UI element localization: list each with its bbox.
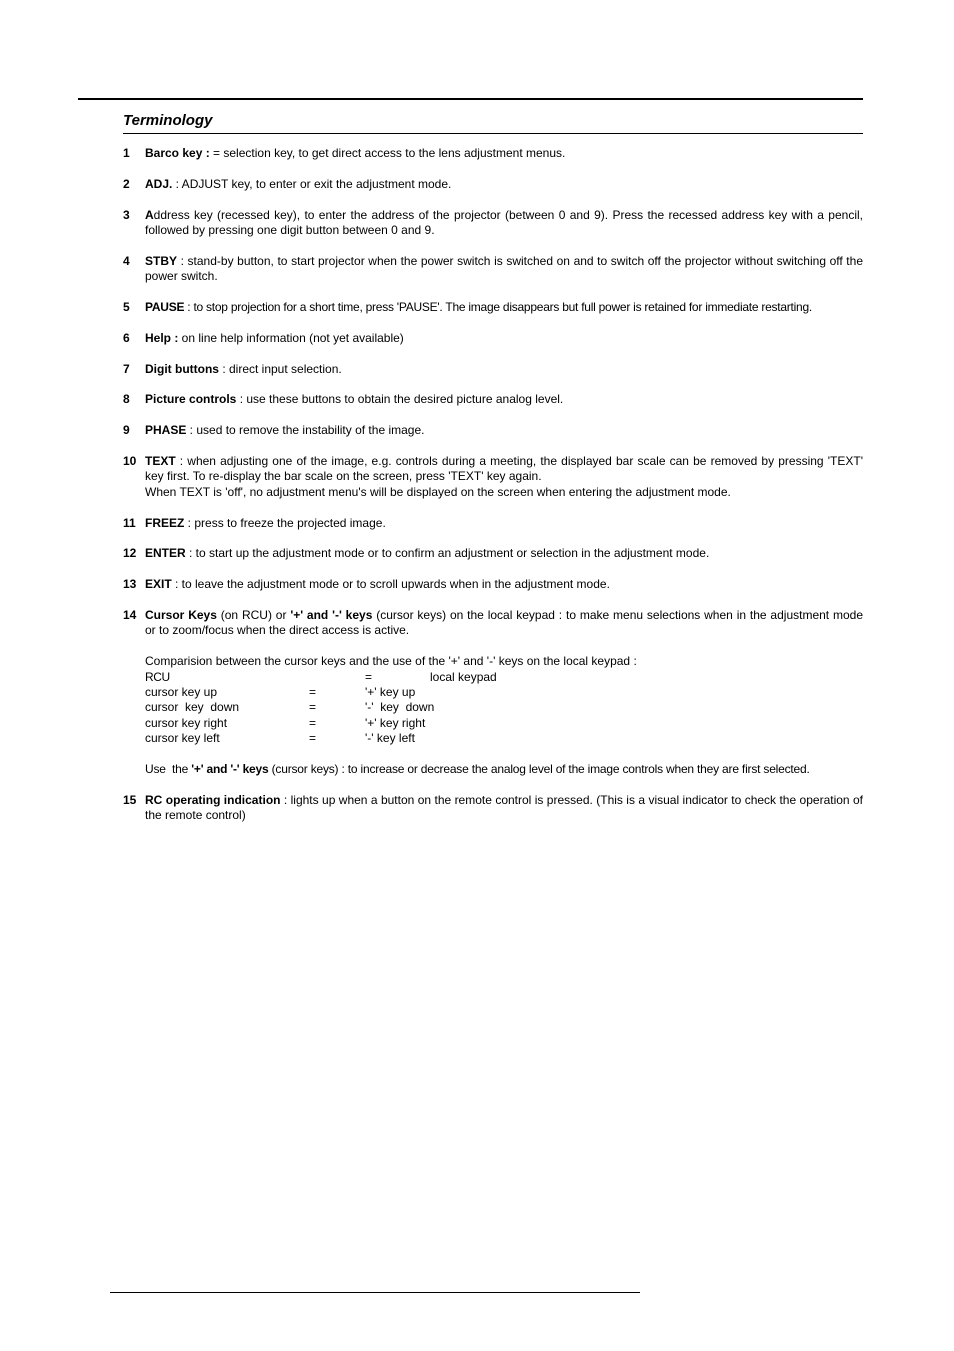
item-term: Help : bbox=[145, 330, 179, 345]
list-item bbox=[123, 793, 863, 824]
table-cell-local: '-' key left bbox=[365, 731, 415, 746]
item-number: 9 bbox=[123, 423, 130, 438]
item-number: 12 bbox=[123, 546, 137, 561]
list-item bbox=[123, 362, 863, 377]
item-text-continued: When TEXT is 'off', no adjustment menu's will be displayed on the screen when entering the adjustment mode. bbox=[145, 484, 731, 499]
footer-rule bbox=[110, 1292, 640, 1293]
item-text: : press to freeze the projected image. bbox=[184, 515, 386, 530]
item-text: : to leave the adjustment mode or to scroll upwards when in the adjustment mode. bbox=[171, 577, 610, 592]
table-header-local: local keypad bbox=[430, 669, 497, 684]
table-cell-eq: = bbox=[309, 715, 317, 730]
table-cell-local: '-' key down bbox=[365, 700, 435, 715]
list-item bbox=[123, 177, 863, 192]
table-cell-rcu: cursor key right bbox=[145, 715, 228, 730]
item-term: ADJ. bbox=[145, 176, 173, 191]
item-text: on line help information (not yet available) bbox=[178, 330, 404, 345]
item-term: EXIT bbox=[145, 577, 172, 592]
item-term-secondary: '+' and '-' keys bbox=[191, 762, 269, 777]
list-item bbox=[123, 577, 863, 592]
item-number: 6 bbox=[123, 330, 130, 345]
item-text: : use these buttons to obtain the desired picture analog level. bbox=[236, 392, 564, 407]
table-header-eq: = bbox=[365, 669, 373, 684]
item-text: : to stop projection for a short time, press 'PAUSE'. The image disappears but full power is retained for immediate restarting. bbox=[184, 300, 812, 314]
list-item bbox=[123, 516, 863, 531]
item-term: RC operating indication bbox=[145, 792, 281, 807]
table-cell-rcu: cursor key left bbox=[145, 731, 220, 746]
table-header-rcu: RCU bbox=[145, 669, 170, 684]
item-text: : direct input selection. bbox=[218, 361, 342, 376]
item-number: 1 bbox=[123, 146, 130, 160]
item-term: Picture controls bbox=[145, 392, 237, 407]
item-term-secondary: '+' and '-' keys bbox=[290, 607, 373, 622]
item-number: 4 bbox=[123, 253, 130, 268]
item-number: 10 bbox=[123, 453, 137, 468]
item-number: 7 bbox=[123, 361, 130, 376]
item-number: 2 bbox=[123, 176, 130, 191]
list-item bbox=[123, 208, 863, 239]
comparison-intro: Comparision between the cursor keys and the use of the '+' and '-' keys on the local keypad : bbox=[145, 654, 637, 669]
item-number: 3 bbox=[123, 207, 130, 222]
item-text: ddress key (recessed key), to enter the address of the projector (between 0 and 9). Press the recessed address key with a pencil, followed by pressing one digit button between 0 and 9. bbox=[145, 207, 863, 237]
table-cell-eq: = bbox=[309, 685, 317, 699]
use-plus-minus-note: Use the '+' and '-' keys (cursor keys) : to increase or decrease the analog level of the image controls when they are first selected. bbox=[145, 762, 810, 777]
list-item bbox=[123, 331, 863, 346]
table-cell-local: '+' key right bbox=[365, 715, 426, 730]
table-cell-rcu: cursor key down bbox=[145, 700, 240, 715]
list-item bbox=[123, 254, 863, 285]
comparison-table bbox=[145, 670, 497, 747]
section-heading: Terminology bbox=[123, 112, 213, 129]
list-item bbox=[123, 423, 863, 438]
item-text: : when adjusting one of the image, e.g. controls during a meeting, the displayed bar scale can be removed by pressing 'TEXT' key first. To re-display the bar scale on the screen, press 'TEXT' key again. bbox=[145, 453, 863, 484]
item-term: A bbox=[145, 207, 154, 222]
item-number: 15 bbox=[123, 792, 137, 807]
item-text: (on RCU) or bbox=[216, 607, 291, 622]
table-cell-rcu: cursor key up bbox=[145, 685, 218, 699]
item-text: = selection key, to get direct access to the lens adjustment menus. bbox=[209, 146, 566, 160]
table-row bbox=[145, 700, 497, 715]
item-term: FREEZ bbox=[145, 515, 185, 530]
item-number: 8 bbox=[123, 392, 130, 407]
table-cell-local: '+' key up bbox=[365, 685, 416, 699]
top-rule bbox=[78, 98, 863, 100]
table-row bbox=[145, 685, 497, 700]
item-term: PAUSE bbox=[145, 300, 185, 314]
item-text: (cursor keys) on the local keypad : to make menu selections when in the adjustment mode or to zoom/focus when the direct access is active. bbox=[145, 607, 864, 638]
list-item bbox=[123, 546, 863, 561]
item-term: Cursor Keys bbox=[145, 607, 217, 622]
item-number: 14 bbox=[123, 607, 137, 622]
item-number: 13 bbox=[123, 577, 137, 592]
item-text: : ADJUST key, to enter or exit the adjustment mode. bbox=[172, 176, 452, 191]
item-term: PHASE bbox=[145, 423, 187, 438]
item-term: ENTER bbox=[145, 546, 186, 561]
list-item bbox=[123, 454, 863, 500]
table-header-row bbox=[145, 670, 497, 685]
table-row bbox=[145, 731, 497, 746]
item-term: STBY bbox=[145, 253, 178, 268]
item-term: TEXT bbox=[145, 453, 176, 468]
item-text: : lights up when a button on the remote control is pressed. (This is a visual indicator to check the operation of the remote control) bbox=[145, 792, 863, 823]
item-term: Barco key : bbox=[145, 146, 210, 160]
item-text: : used to remove the instability of the image. bbox=[186, 423, 425, 438]
list-item bbox=[123, 608, 863, 777]
item-term: Digit buttons bbox=[145, 361, 219, 376]
item-text: : to start up the adjustment mode or to confirm an adjustment or selection in the adjustment mode. bbox=[185, 546, 710, 561]
table-cell-eq: = bbox=[309, 700, 317, 715]
table-cell-eq: = bbox=[309, 731, 317, 746]
terminology-list bbox=[123, 146, 863, 839]
item-text: : stand-by button, to start projector when the power switch is switched on and to switch off the projector without switching off the power switch. bbox=[145, 253, 863, 284]
list-item bbox=[123, 300, 863, 315]
heading-rule bbox=[123, 133, 863, 134]
item-number: 11 bbox=[123, 515, 136, 530]
table-row bbox=[145, 716, 497, 731]
item-number: 5 bbox=[123, 300, 130, 314]
list-item bbox=[123, 146, 863, 161]
list-item bbox=[123, 392, 863, 407]
